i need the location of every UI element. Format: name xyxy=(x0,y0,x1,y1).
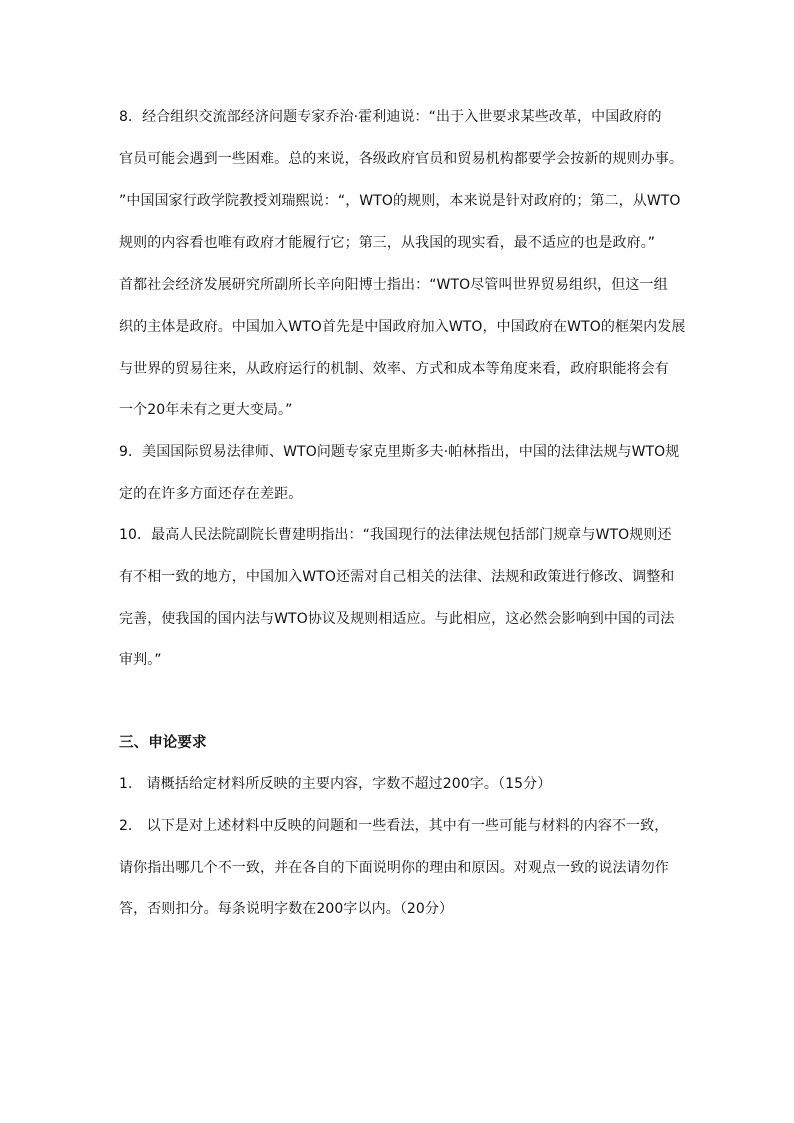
paragraph-line: 与世界的贸易往来，从政府运行的机制、效率、方式和成本等角度来看，政府职能将会有 xyxy=(119,361,669,377)
section-heading: 三、申论要求 xyxy=(119,735,207,751)
paragraph-line: 规则的内容看也唯有政府才能履行它；第三，从我国的现实看，最不适应的也是政府。” xyxy=(119,235,656,251)
requirement-line: 请你指出哪几个不一致，并在各自的下面说明你的理由和原因。对观点一致的说法请勿作 xyxy=(119,860,669,876)
paragraph-line: 首都社会经济发展研究所副所长辛向阳博士指出：“WTO尽管叫世界贸易组织，但这一组 xyxy=(119,277,668,293)
paragraph-line: 一个20年未有之更大变局。” xyxy=(119,402,293,418)
requirement-line: 2． 以下是对上述材料中反映的问题和一些看法，其中有一些可能与材料的内容不一致， xyxy=(119,818,669,834)
paragraph-line: 完善，使我国的国内法与WTO协议及规则相适应。与此相应，这必然会影响到中国的司法 xyxy=(119,611,675,627)
requirement-line: 1． 请概括给定材料所反映的主要内容，字数不超过200字。（15分） xyxy=(119,776,552,792)
paragraph-line: 定的在许多方面还存在差距。 xyxy=(119,486,303,502)
paragraph-line: 审判。” xyxy=(119,652,162,668)
paragraph-line: 10．最高人民法院副院长曹建明指出：“我国现行的法律法规包括部门规章与WTO规则还 xyxy=(119,527,672,543)
paragraph-line: 有不相一致的地方，中国加入WTO还需对自己相关的法律、法规和政策进行修改、调整和 xyxy=(119,569,675,585)
paragraph-line: 织的主体是政府。中国加入WTO首先是中国政府加入WTO，中国政府在WTO的框架内发展 xyxy=(119,319,686,335)
paragraph-line: 9．美国国际贸易法律师、WTO问题专家克里斯多夫·帕林指出，中国的法律法规与WTO规 xyxy=(119,444,680,460)
paragraph-line: 8．经合组织交流部经济问题专家乔治·霍利迪说：“出于入世要求某些改革，中国政府的 xyxy=(119,109,662,125)
paragraph-line: ”中国国家行政学院教授刘瑞熙说：“，WTO的规则，本来说是针对政府的；第二，从WTO xyxy=(119,193,681,209)
paragraph-line: 官员可能会遇到一些困难。总的来说，各级政府官员和贸易机构都要学会按新的规则办事。 xyxy=(119,151,683,167)
requirement-line: 答，否则扣分。每条说明字数在200字以内。（20分） xyxy=(119,901,454,917)
